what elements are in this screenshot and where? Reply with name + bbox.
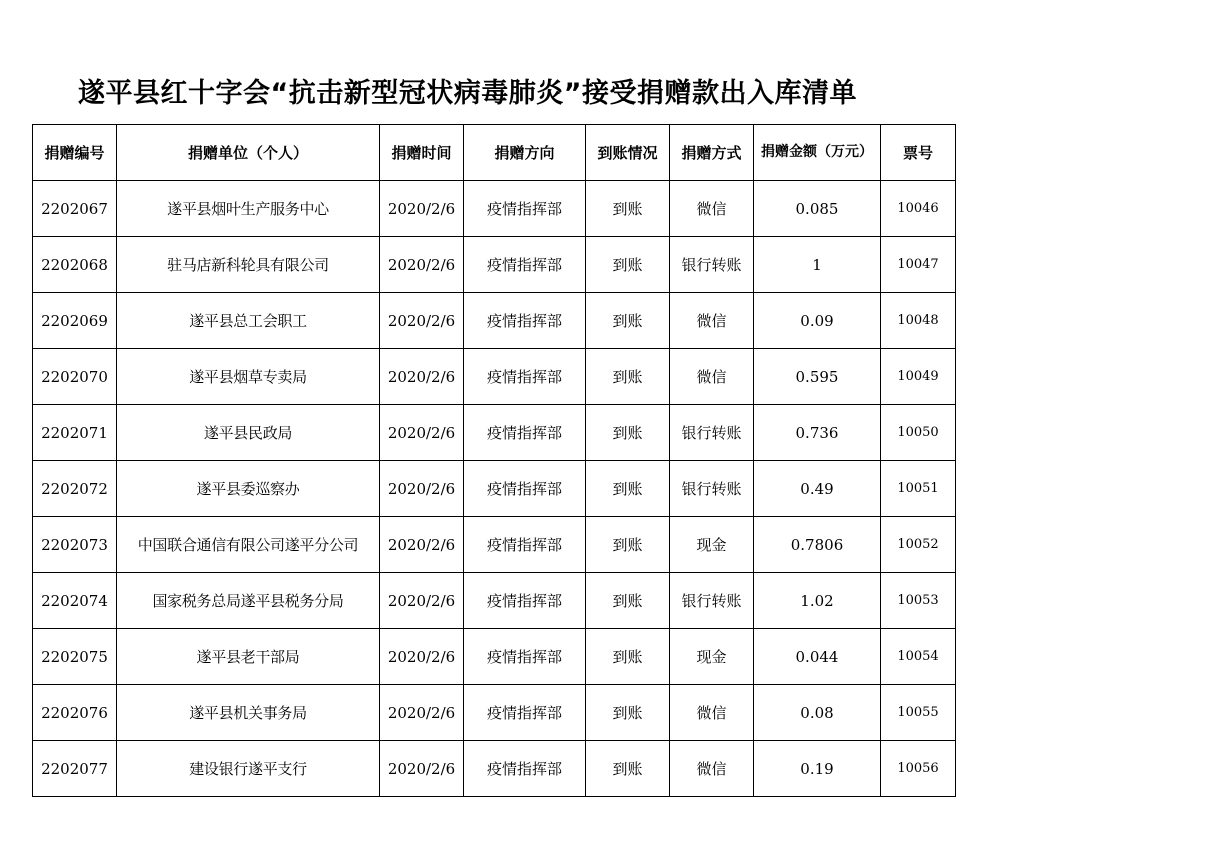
cell-amount: 1 bbox=[754, 237, 881, 293]
cell-status: 到账 bbox=[586, 405, 670, 461]
cell-donor: 遂平县烟叶生产服务中心 bbox=[117, 181, 380, 237]
cell-status: 到账 bbox=[586, 685, 670, 741]
cell-ticket: 10052 bbox=[881, 517, 956, 573]
cell-direction: 疫情指挥部 bbox=[464, 629, 586, 685]
cell-status: 到账 bbox=[586, 349, 670, 405]
table-row bbox=[33, 629, 956, 685]
cell-id: 2202074 bbox=[33, 573, 117, 629]
column-header-date: 捐赠时间 bbox=[380, 125, 464, 181]
cell-date: 2020/2/6 bbox=[380, 685, 464, 741]
cell-method: 微信 bbox=[670, 349, 754, 405]
table-row bbox=[33, 181, 956, 237]
cell-date: 2020/2/6 bbox=[380, 741, 464, 797]
column-header-id: 捐赠编号 bbox=[33, 125, 117, 181]
cell-amount: 0.7806 bbox=[754, 517, 881, 573]
cell-direction: 疫情指挥部 bbox=[464, 181, 586, 237]
cell-id: 2202077 bbox=[33, 741, 117, 797]
cell-donor: 建设银行遂平支行 bbox=[117, 741, 380, 797]
cell-method: 现金 bbox=[670, 517, 754, 573]
table-row bbox=[33, 237, 956, 293]
cell-direction: 疫情指挥部 bbox=[464, 741, 586, 797]
cell-date: 2020/2/6 bbox=[380, 349, 464, 405]
cell-date: 2020/2/6 bbox=[380, 629, 464, 685]
table-row bbox=[33, 517, 956, 573]
cell-ticket: 10051 bbox=[881, 461, 956, 517]
column-header-method: 捐赠方式 bbox=[670, 125, 754, 181]
cell-donor: 驻马店新科轮具有限公司 bbox=[117, 237, 380, 293]
cell-donor: 遂平县委巡察办 bbox=[117, 461, 380, 517]
page-title: 遂平县红十字会“抗击新型冠状病毒肺炎”接受捐赠款出入库清单 bbox=[78, 78, 857, 109]
table-row bbox=[33, 573, 956, 629]
cell-method: 银行转账 bbox=[670, 405, 754, 461]
cell-status: 到账 bbox=[586, 741, 670, 797]
cell-status: 到账 bbox=[586, 181, 670, 237]
table-row bbox=[33, 741, 956, 797]
table-row bbox=[33, 685, 956, 741]
cell-direction: 疫情指挥部 bbox=[464, 517, 586, 573]
cell-donor: 遂平县老干部局 bbox=[117, 629, 380, 685]
table-header-row bbox=[33, 125, 956, 181]
cell-date: 2020/2/6 bbox=[380, 517, 464, 573]
cell-donor: 中国联合通信有限公司遂平分公司 bbox=[117, 517, 380, 573]
cell-ticket: 10055 bbox=[881, 685, 956, 741]
cell-direction: 疫情指挥部 bbox=[464, 573, 586, 629]
cell-amount: 0.595 bbox=[754, 349, 881, 405]
cell-amount: 0.49 bbox=[754, 461, 881, 517]
column-header-donor: 捐赠单位（个人） bbox=[117, 125, 380, 181]
table-row bbox=[33, 349, 956, 405]
cell-amount: 0.085 bbox=[754, 181, 881, 237]
cell-date: 2020/2/6 bbox=[380, 573, 464, 629]
cell-status: 到账 bbox=[586, 293, 670, 349]
donation-table bbox=[32, 124, 956, 797]
cell-ticket: 10053 bbox=[881, 573, 956, 629]
column-header-ticket: 票号 bbox=[881, 125, 956, 181]
cell-method: 现金 bbox=[670, 629, 754, 685]
cell-status: 到账 bbox=[586, 461, 670, 517]
table-row bbox=[33, 405, 956, 461]
cell-id: 2202069 bbox=[33, 293, 117, 349]
cell-id: 2202071 bbox=[33, 405, 117, 461]
cell-donor: 遂平县烟草专卖局 bbox=[117, 349, 380, 405]
cell-direction: 疫情指挥部 bbox=[464, 405, 586, 461]
column-header-direction: 捐赠方向 bbox=[464, 125, 586, 181]
cell-amount: 0.19 bbox=[754, 741, 881, 797]
cell-date: 2020/2/6 bbox=[380, 237, 464, 293]
cell-direction: 疫情指挥部 bbox=[464, 237, 586, 293]
cell-status: 到账 bbox=[586, 517, 670, 573]
cell-status: 到账 bbox=[586, 237, 670, 293]
cell-date: 2020/2/6 bbox=[380, 181, 464, 237]
cell-direction: 疫情指挥部 bbox=[464, 461, 586, 517]
cell-date: 2020/2/6 bbox=[380, 405, 464, 461]
cell-ticket: 10056 bbox=[881, 741, 956, 797]
cell-id: 2202072 bbox=[33, 461, 117, 517]
cell-id: 2202073 bbox=[33, 517, 117, 573]
cell-amount: 0.09 bbox=[754, 293, 881, 349]
cell-amount: 0.044 bbox=[754, 629, 881, 685]
cell-ticket: 10047 bbox=[881, 237, 956, 293]
cell-date: 2020/2/6 bbox=[380, 461, 464, 517]
cell-method: 银行转账 bbox=[670, 461, 754, 517]
cell-method: 微信 bbox=[670, 685, 754, 741]
cell-method: 微信 bbox=[670, 181, 754, 237]
cell-donor: 遂平县总工会职工 bbox=[117, 293, 380, 349]
cell-donor: 国家税务总局遂平县税务分局 bbox=[117, 573, 380, 629]
cell-amount: 0.736 bbox=[754, 405, 881, 461]
cell-method: 银行转账 bbox=[670, 237, 754, 293]
cell-ticket: 10046 bbox=[881, 181, 956, 237]
table-row bbox=[33, 461, 956, 517]
cell-donor: 遂平县机关事务局 bbox=[117, 685, 380, 741]
cell-direction: 疫情指挥部 bbox=[464, 349, 586, 405]
cell-donor: 遂平县民政局 bbox=[117, 405, 380, 461]
cell-ticket: 10049 bbox=[881, 349, 956, 405]
cell-id: 2202070 bbox=[33, 349, 117, 405]
cell-direction: 疫情指挥部 bbox=[464, 685, 586, 741]
cell-ticket: 10050 bbox=[881, 405, 956, 461]
cell-id: 2202068 bbox=[33, 237, 117, 293]
cell-amount: 1.02 bbox=[754, 573, 881, 629]
table-row bbox=[33, 293, 956, 349]
column-header-status: 到账情况 bbox=[586, 125, 670, 181]
cell-method: 银行转账 bbox=[670, 573, 754, 629]
cell-status: 到账 bbox=[586, 629, 670, 685]
cell-method: 微信 bbox=[670, 741, 754, 797]
cell-id: 2202067 bbox=[33, 181, 117, 237]
cell-ticket: 10048 bbox=[881, 293, 956, 349]
column-header-amount: 捐赠金额（万元） bbox=[754, 125, 881, 181]
cell-date: 2020/2/6 bbox=[380, 293, 464, 349]
cell-amount: 0.08 bbox=[754, 685, 881, 741]
cell-direction: 疫情指挥部 bbox=[464, 293, 586, 349]
cell-id: 2202075 bbox=[33, 629, 117, 685]
cell-status: 到账 bbox=[586, 573, 670, 629]
cell-method: 微信 bbox=[670, 293, 754, 349]
cell-ticket: 10054 bbox=[881, 629, 956, 685]
cell-id: 2202076 bbox=[33, 685, 117, 741]
